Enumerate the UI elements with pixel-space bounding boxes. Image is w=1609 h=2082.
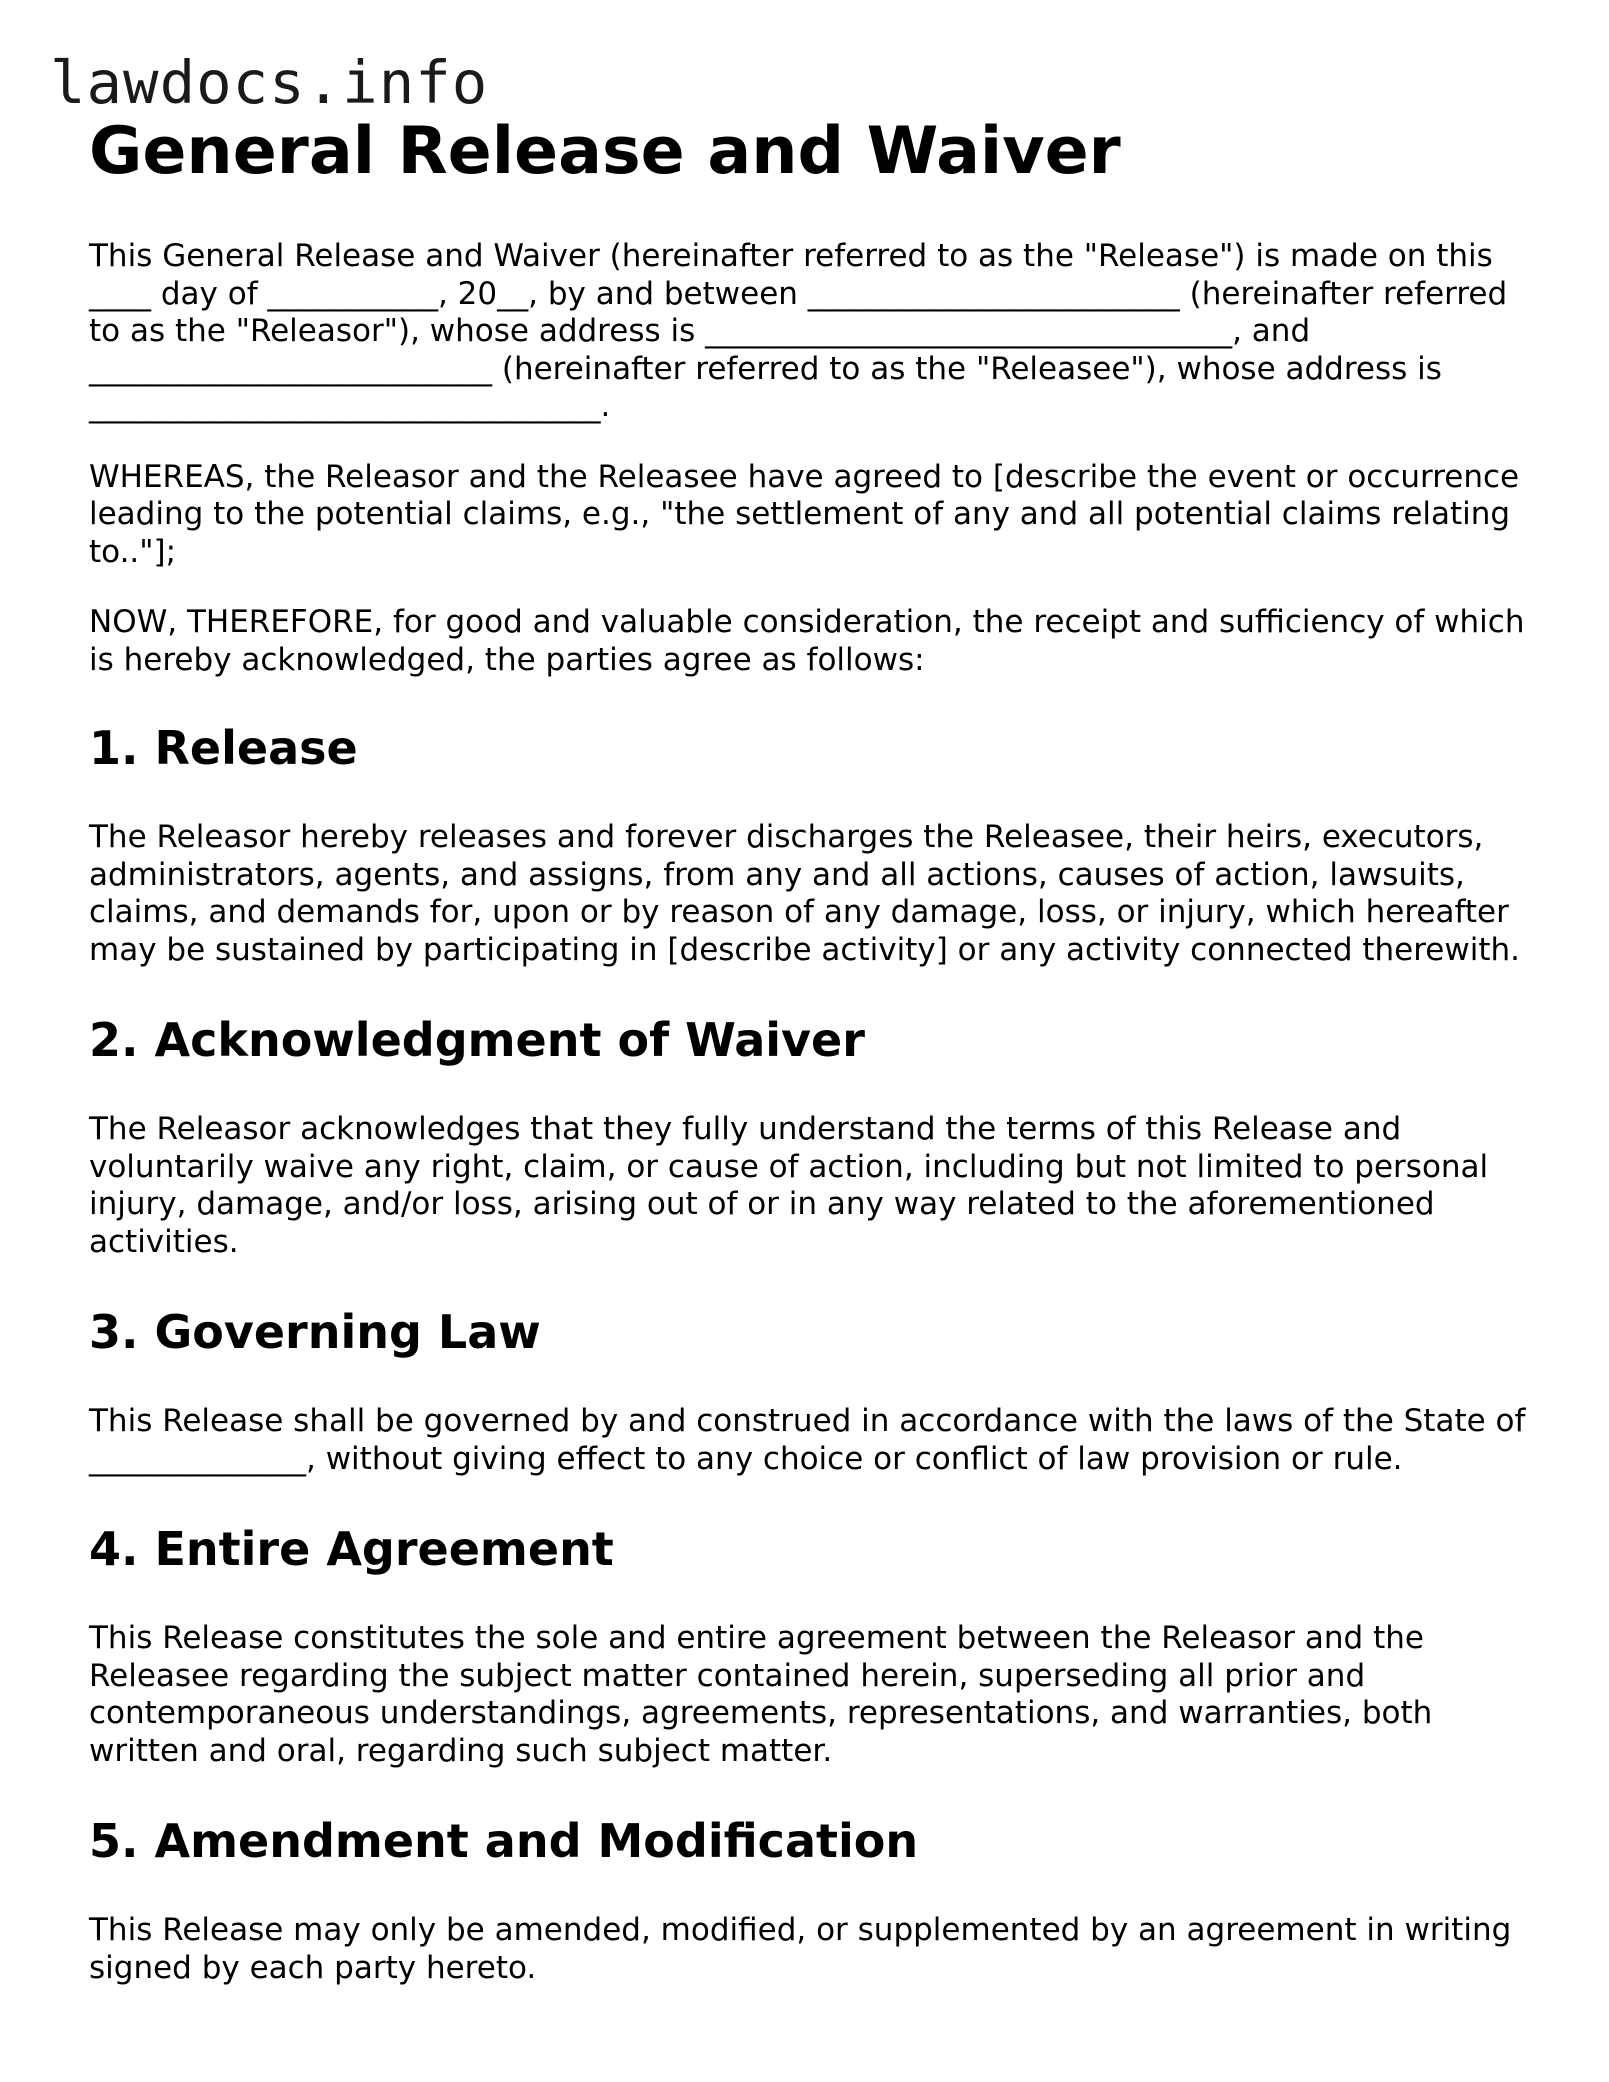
section-amendment-and-modification — [89, 1814, 1529, 1987]
section-body: The Releasor hereby releases and forever discharges the Releasee, their heirs, executors, administrators, agents, and assigns, from any and all actions, causes of action, lawsuits, claims, and demands for, upon or by reason of any damage, loss, or injury, which hereafter may be sustained by participating in [describe activity] or any activity connected therewith. — [89, 819, 1520, 968]
section-body: This Release constitutes the sole and entire agreement between the Releasor and the Releasee regarding the subject matter contained herein, superseding all prior and contemporaneous understandings, agreements, representations, and warranties, both written and oral, regarding such subject matter. — [89, 1620, 1433, 1769]
section-heading: 3. Governing Law — [89, 1305, 541, 1359]
document-title: General Release and Waiver — [89, 114, 1121, 189]
site-watermark: lawdocs.info — [50, 48, 489, 117]
section-body: This Release shall be governed by and construed in accordance with the laws of the State of ______________, without giving effect to any choice or conflict of law provision or rule. — [89, 1403, 1526, 1477]
section-heading: 2. Acknowledgment of Waiver — [89, 1013, 865, 1067]
intro-paragraph: This General Release and Waiver (hereinafter referred to as the "Release") is made on this ____ day of ___________, 20__, by and between ________________________ (hereinafter referred to as the "Releasor"), whose address is __________________________________, and __________________________ (hereinafter referred to as the "Releasee"), whose address is _________________________________. — [89, 238, 1508, 424]
therefore-paragraph: NOW, THEREFORE, for good and valuable consideration, the receipt and sufficiency of which is hereby acknowledged, the parties agree as follows: — [89, 604, 1525, 678]
whereas-paragraph: WHEREAS, the Releasor and the Releasee have agreed to [describe the event or occurrence leading to the potential claims, e.g., "the settlement of any and all potential claims relating to.."]; — [89, 458, 1520, 570]
section-entire-agreement — [89, 1522, 1529, 1770]
section-release — [89, 721, 1529, 969]
section-governing-law — [89, 1305, 1529, 1478]
section-body: The Releasor acknowledges that they fully understand the terms of this Release and voluntarily waive any right, claim, or cause of action, including but not limited to personal injury, damage, and/or loss, arising out of or in any way related to the aforementioned activities. — [89, 1111, 1489, 1260]
sections-list — [89, 721, 1529, 1987]
section-heading: 5. Amendment and Modification — [89, 1814, 919, 1868]
section-body: This Release may only be amended, modified, or supplemented by an agreement in writing signed by each party hereto. — [89, 1912, 1512, 1986]
section-acknowledgment-of-waiver — [89, 1013, 1529, 1261]
document-body — [89, 110, 1529, 2020]
section-heading: 1. Release — [89, 721, 358, 775]
section-heading: 4. Entire Agreement — [89, 1522, 614, 1576]
